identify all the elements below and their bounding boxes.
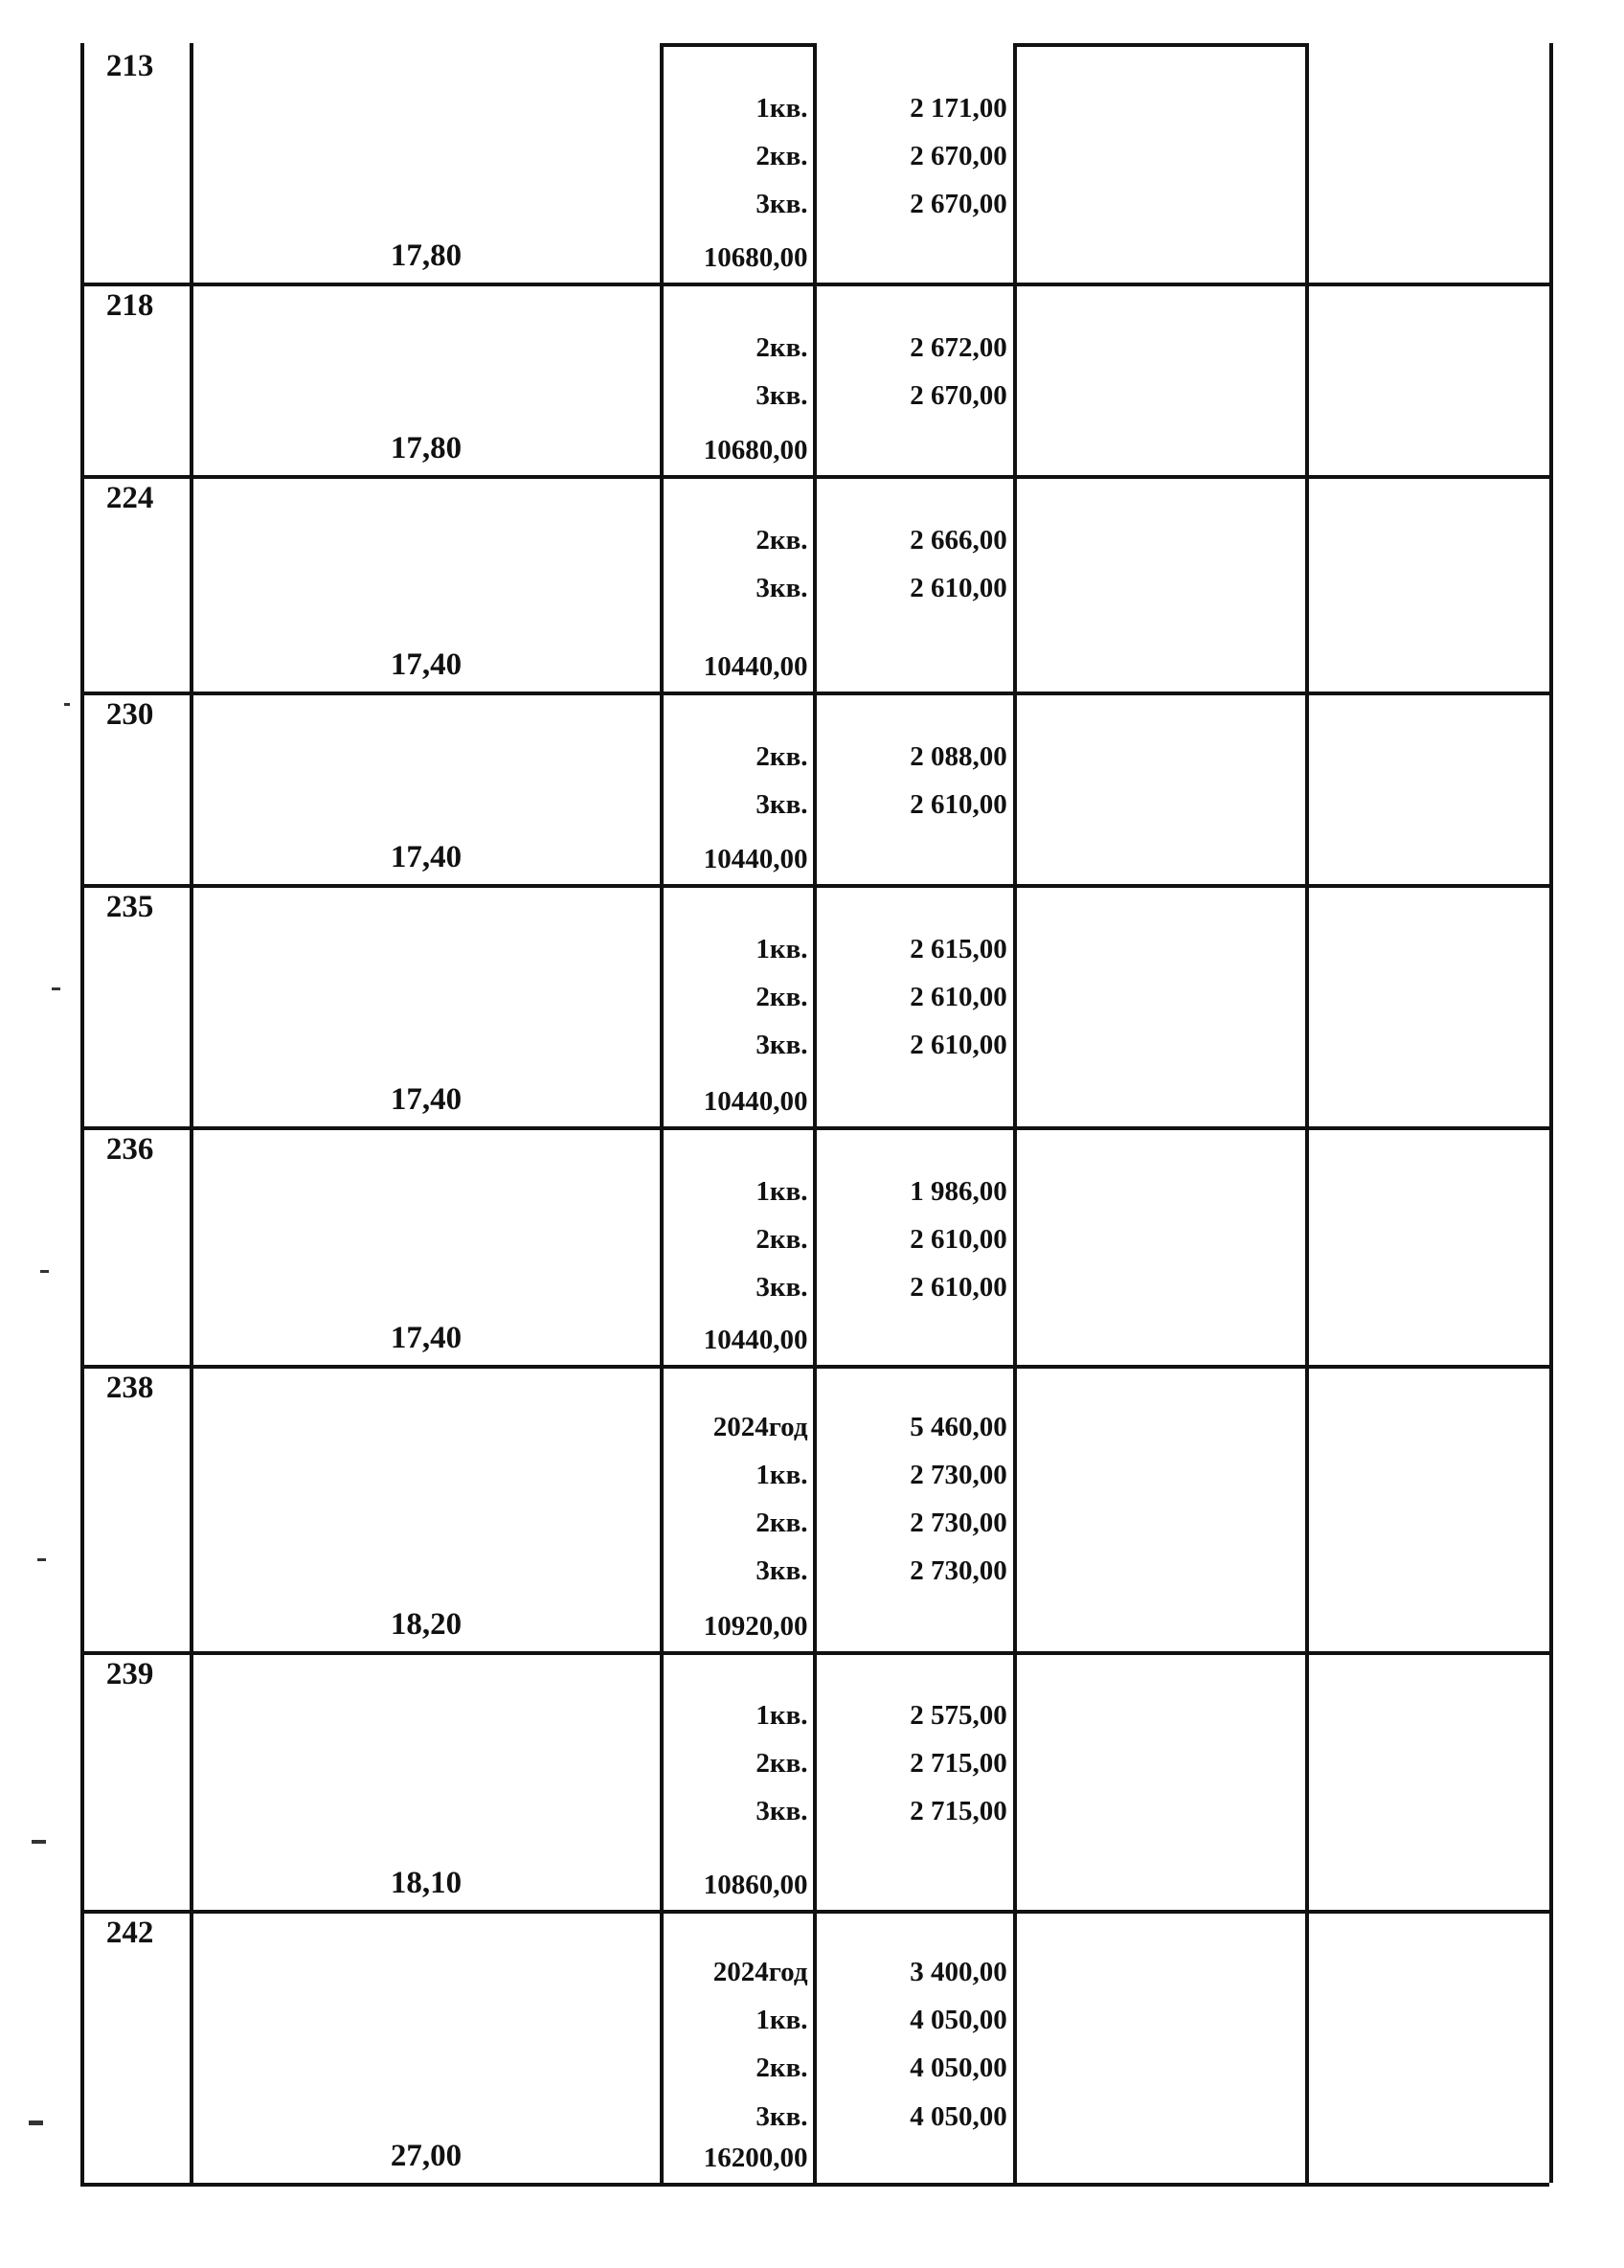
row-number-label: 224 — [105, 480, 154, 515]
table-row-rule — [80, 283, 1549, 286]
period-label: 3кв. — [756, 1272, 808, 1304]
period-label: 1кв. — [756, 933, 808, 964]
period-amount: 2 610,00 — [910, 1272, 1007, 1304]
period-amount: 2 672,00 — [910, 332, 1007, 364]
area-value: 17,40 — [390, 1082, 462, 1118]
table-row-rule — [80, 884, 1549, 888]
period-amount: 2 670,00 — [910, 141, 1007, 172]
area-value: 17,40 — [390, 839, 462, 874]
period-amount: 2 610,00 — [910, 573, 1007, 604]
total-amount: 16200,00 — [703, 2142, 808, 2173]
period-label: 2кв. — [756, 141, 808, 172]
period-amount: 2 610,00 — [910, 982, 1007, 1013]
area-value: 17,40 — [390, 1320, 462, 1355]
period-label: 3кв. — [756, 789, 808, 821]
total-amount: 10680,00 — [703, 434, 808, 465]
table-column-rule — [80, 43, 84, 2183]
period-amount: 2 610,00 — [910, 1224, 1007, 1256]
table-column-rule — [190, 43, 193, 2183]
period-amount: 2 670,00 — [910, 380, 1007, 412]
period-label: 2кв. — [756, 1508, 808, 1539]
period-amount: 2 715,00 — [910, 1796, 1007, 1827]
period-label: 2кв. — [756, 332, 808, 364]
period-amount: 3 400,00 — [910, 1957, 1007, 1988]
table-row-rule — [1013, 43, 1306, 47]
scan-speck — [37, 1558, 46, 1561]
period-label: 2кв. — [756, 741, 808, 773]
period-label: 2кв. — [756, 1748, 808, 1780]
period-label: 2кв. — [756, 982, 808, 1013]
area-value: 17,80 — [390, 238, 462, 274]
row-number-label: 238 — [105, 1370, 154, 1405]
period-label: 2кв. — [756, 524, 808, 556]
row-number-label: 218 — [105, 288, 154, 324]
row-number-label: 236 — [105, 1132, 154, 1168]
scan-speck — [40, 1270, 49, 1273]
total-amount: 10440,00 — [703, 1086, 808, 1118]
scan-speck — [52, 987, 60, 990]
period-label: 1кв. — [756, 92, 808, 124]
period-label: 3кв. — [756, 1030, 808, 1061]
period-label: 1кв. — [756, 1176, 808, 1208]
period-amount: 2 610,00 — [910, 789, 1007, 821]
total-amount: 10920,00 — [703, 1611, 808, 1643]
period-amount: 2 670,00 — [910, 189, 1007, 220]
table-row-rule — [80, 2183, 1549, 2187]
period-amount: 2 666,00 — [910, 524, 1007, 556]
table-row-rule — [660, 43, 813, 47]
period-amount: 2 575,00 — [910, 1699, 1007, 1731]
table-row-rule — [80, 1365, 1549, 1369]
table-row-rule — [80, 692, 1549, 695]
total-amount: 10440,00 — [703, 843, 808, 874]
period-label: 3кв. — [756, 573, 808, 604]
period-amount: 4 050,00 — [910, 2100, 1007, 2132]
period-label: 1кв. — [756, 2005, 808, 2036]
period-amount: 4 050,00 — [910, 2005, 1007, 2036]
scan-speck — [32, 1840, 46, 1844]
row-number-label: 242 — [105, 1916, 154, 1951]
period-label: 3кв. — [756, 1796, 808, 1827]
period-label: 3кв. — [756, 380, 808, 412]
area-value: 27,00 — [390, 2138, 462, 2173]
row-number-label: 213 — [105, 48, 154, 83]
scan-speck — [64, 703, 70, 706]
period-label: 2024год — [712, 1411, 808, 1442]
row-number-label: 235 — [105, 889, 154, 924]
period-amount: 4 050,00 — [910, 2053, 1007, 2084]
period-label: 1кв. — [756, 1459, 808, 1490]
period-amount: 2 615,00 — [910, 933, 1007, 964]
table-row-rule — [80, 1651, 1549, 1655]
total-amount: 10440,00 — [703, 651, 808, 683]
area-value: 17,80 — [390, 430, 462, 465]
total-amount: 10860,00 — [703, 1870, 808, 1901]
period-amount: 2 730,00 — [910, 1459, 1007, 1490]
period-amount: 2 715,00 — [910, 1748, 1007, 1780]
table-column-rule — [813, 43, 817, 2183]
period-label: 3кв. — [756, 1555, 808, 1587]
period-amount: 2 171,00 — [910, 92, 1007, 124]
period-amount: 2 730,00 — [910, 1555, 1007, 1587]
row-number-label: 239 — [105, 1657, 154, 1692]
table-row-rule — [80, 475, 1549, 479]
table-row-rule — [80, 1126, 1549, 1130]
table-column-rule — [1549, 43, 1553, 2183]
period-label: 2кв. — [756, 2053, 808, 2084]
area-value: 17,40 — [390, 647, 462, 683]
table-column-rule — [1305, 43, 1309, 2183]
period-amount: 1 986,00 — [910, 1176, 1007, 1208]
period-amount: 5 460,00 — [910, 1411, 1007, 1442]
period-label: 1кв. — [756, 1699, 808, 1731]
table-row-rule — [80, 1910, 1549, 1914]
table-column-rule — [1013, 43, 1017, 2183]
area-value: 18,20 — [390, 1607, 462, 1643]
scan-speck — [29, 2121, 43, 2124]
period-amount: 2 730,00 — [910, 1508, 1007, 1539]
period-label: 3кв. — [756, 2100, 808, 2132]
row-number-label: 230 — [105, 697, 154, 733]
total-amount: 10440,00 — [703, 1324, 808, 1355]
total-amount: 10680,00 — [703, 242, 808, 274]
period-label: 2кв. — [756, 1224, 808, 1256]
period-amount: 2 610,00 — [910, 1030, 1007, 1061]
period-amount: 2 088,00 — [910, 741, 1007, 773]
period-label: 3кв. — [756, 189, 808, 220]
area-value: 18,10 — [390, 1866, 462, 1901]
period-label: 2024год — [712, 1957, 808, 1988]
